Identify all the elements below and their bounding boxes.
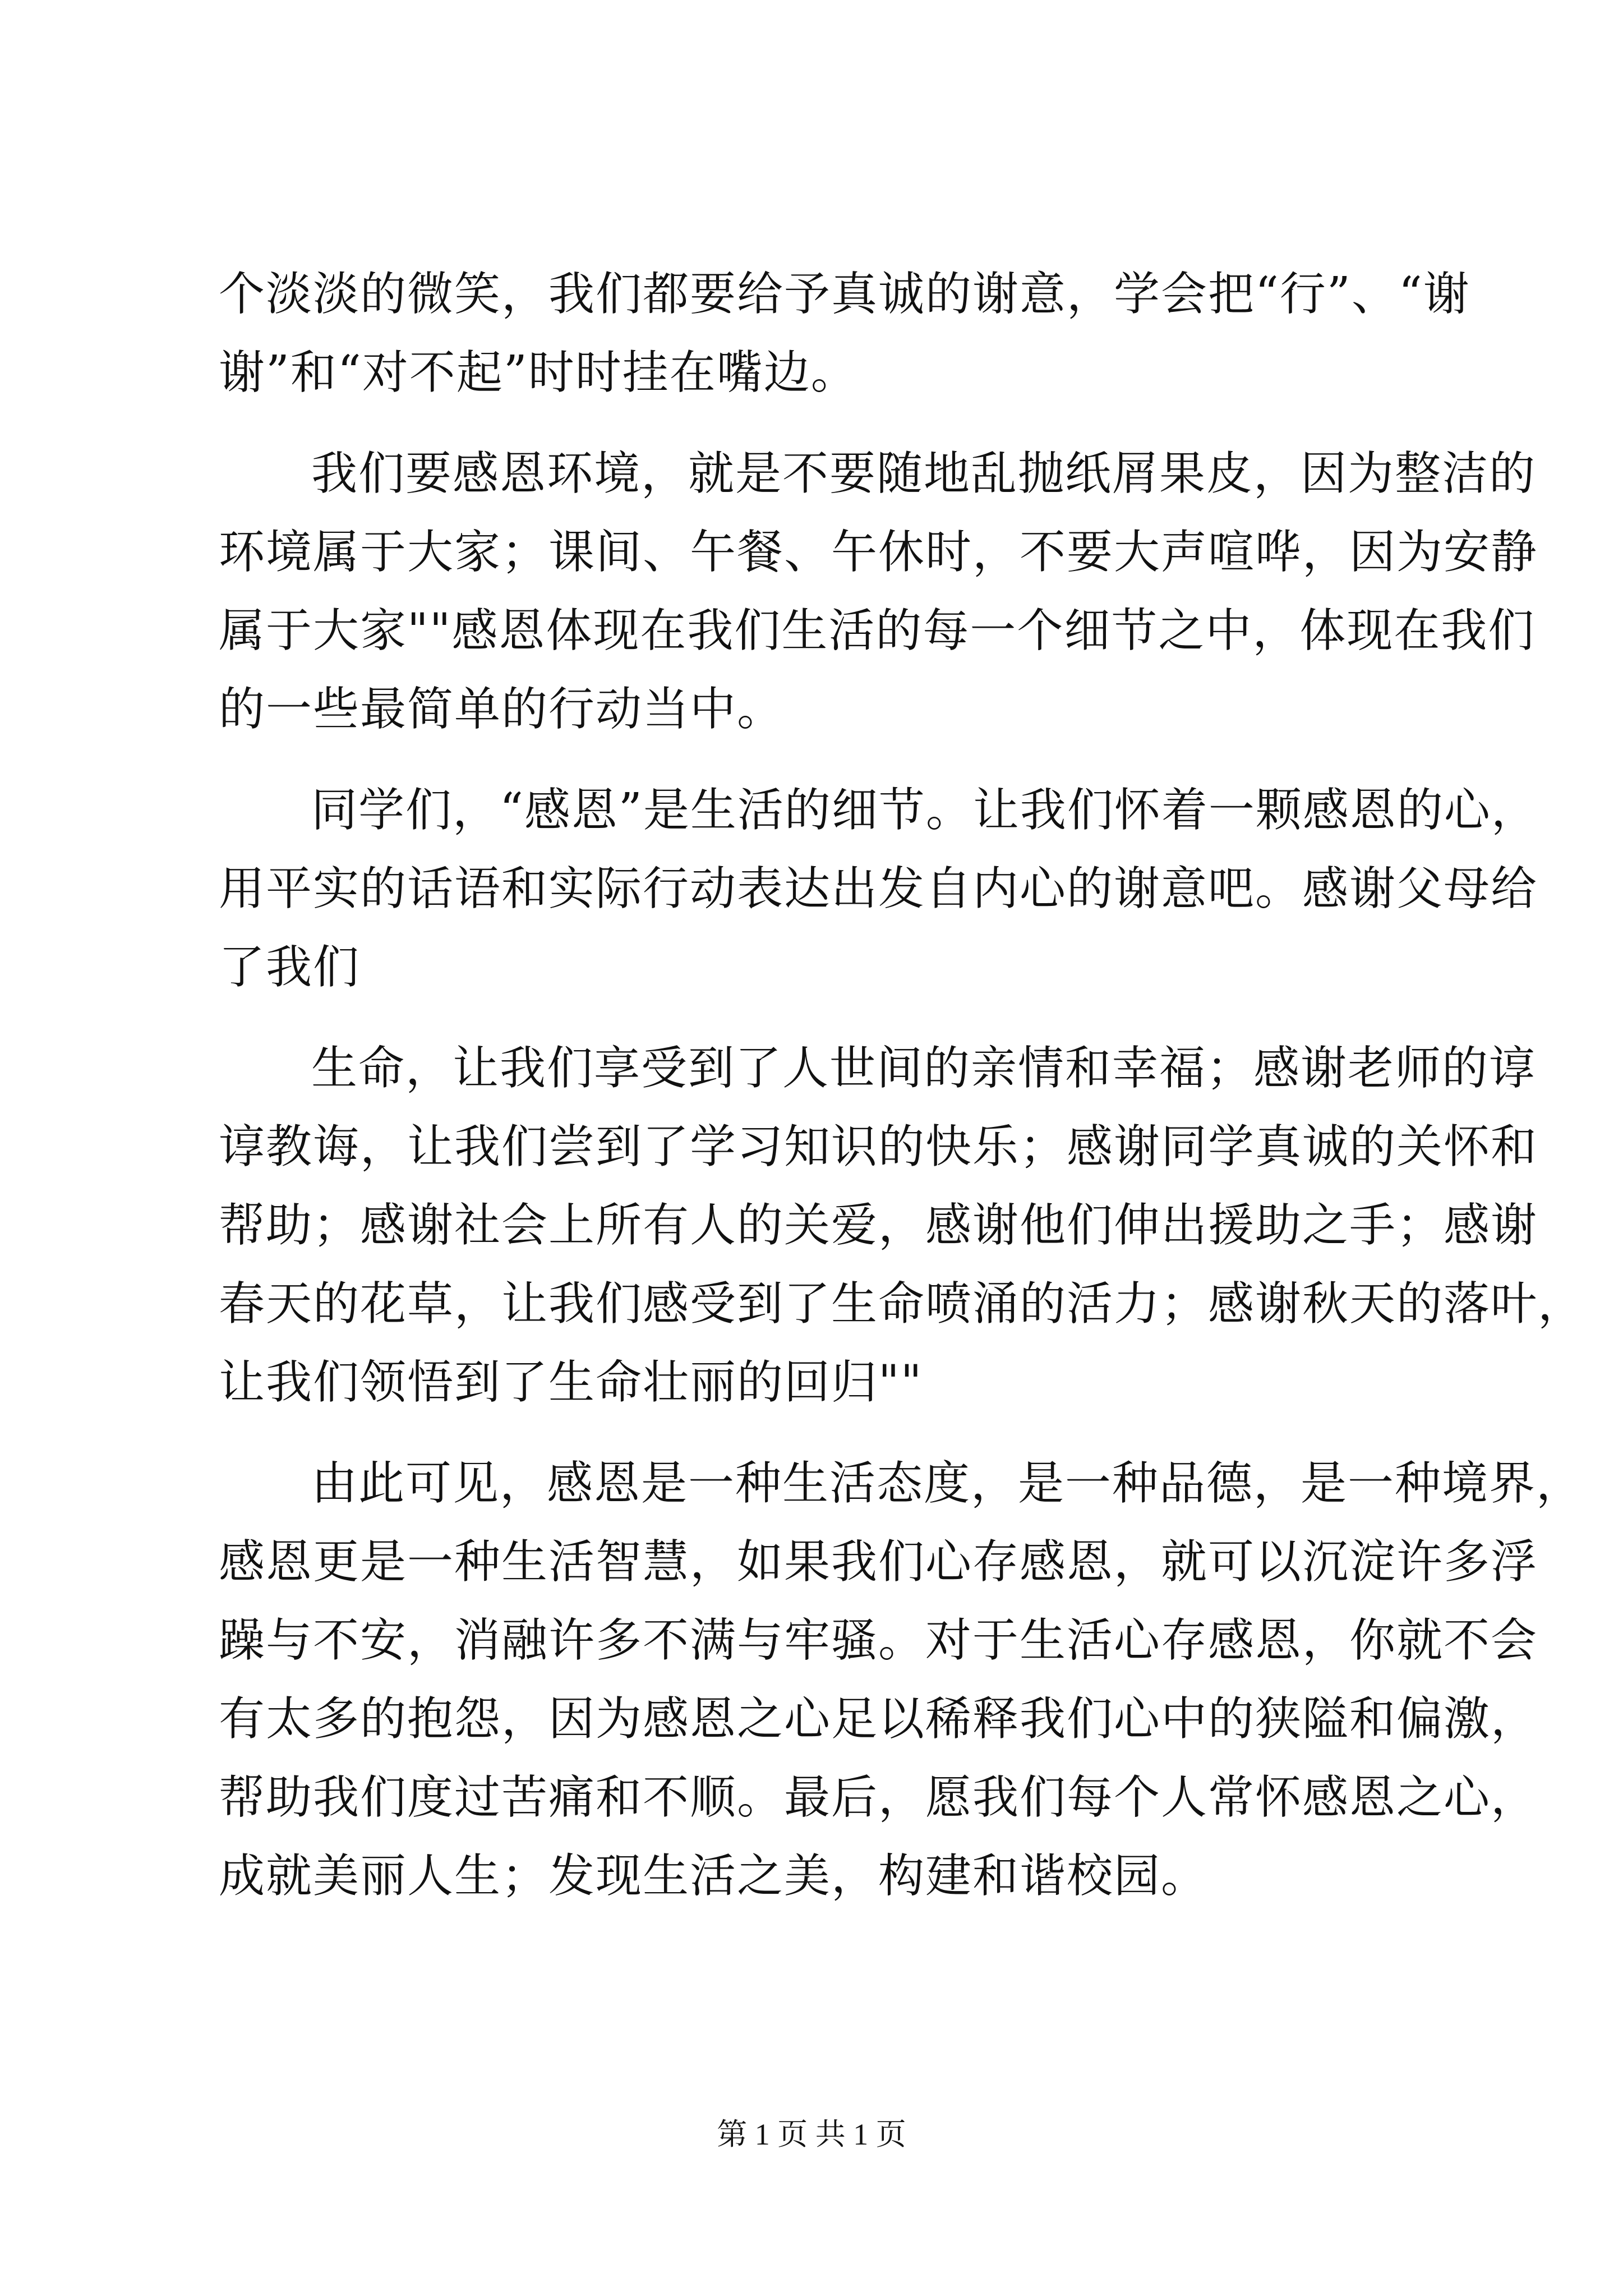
text-line: 的一些最简单的行动当中。 — [219, 683, 785, 736]
paragraph-start: 同学们，“感恩”是生活的细节。让我们怀着一颗感恩的心， — [311, 784, 1538, 837]
text-line: 个淡淡的微笑，我们都要给予真诚的谢意，学会把“行”、“谢 — [219, 268, 1470, 321]
text-line: 帮助；感谢社会上所有人的关爱，感谢他们伸出援助之手；感谢 — [219, 1199, 1538, 1252]
text-line: 春天的花草，让我们感受到了生命喷涌的活力；感谢秋天的落叶， — [219, 1277, 1585, 1331]
paragraph-start: 由此可见，感恩是一种生活态度，是一种品德，是一种境界， — [311, 1457, 1584, 1510]
text-line: 感恩更是一种生活智慧，如果我们心存感恩，就可以沉淀许多浮 — [219, 1535, 1538, 1589]
text-line: 帮助我们度过苦痛和不顺。最后，愿我们每个人常怀感恩之心， — [219, 1771, 1538, 1824]
text-line: 谢”和“对不起”时时挂在嘴边。 — [219, 346, 858, 399]
text-line: 成就美丽人生；发现生活之美，构建和谐校园。 — [219, 1849, 1209, 1903]
text-line: 有太多的抱怨，因为感恩之心足以稀释我们心中的狭隘和偏激， — [219, 1692, 1538, 1746]
paragraph-start: 我们要感恩环境，就是不要随地乱抛纸屑果皮，因为整洁的 — [311, 447, 1537, 500]
text-line: 让我们领悟到了生命壮丽的回归"" — [219, 1356, 923, 1409]
text-line: 躁与不安，消融许多不满与牢骚。对于生活心存感恩，你就不会 — [219, 1614, 1538, 1667]
text-line: 了我们 — [219, 941, 361, 994]
text-line: 谆教诲，让我们尝到了学习知识的快乐；感谢同学真诚的关怀和 — [219, 1120, 1538, 1174]
text-line: 用平实的话语和实际行动表达出发自内心的谢意吧。感谢父母给 — [219, 862, 1538, 915]
paragraph-start: 生命，让我们享受到了人世间的亲情和幸福；感谢老师的谆 — [311, 1042, 1537, 1095]
text-line: 环境属于大家；课间、午餐、午休时，不要大声喧哗，因为安静 — [219, 526, 1538, 579]
text-line: 属于大家""感恩体现在我们生活的每一个细节之中，体现在我们 — [219, 604, 1536, 657]
page-footer: 第 1 页 共 1 页 — [717, 2118, 906, 2151]
